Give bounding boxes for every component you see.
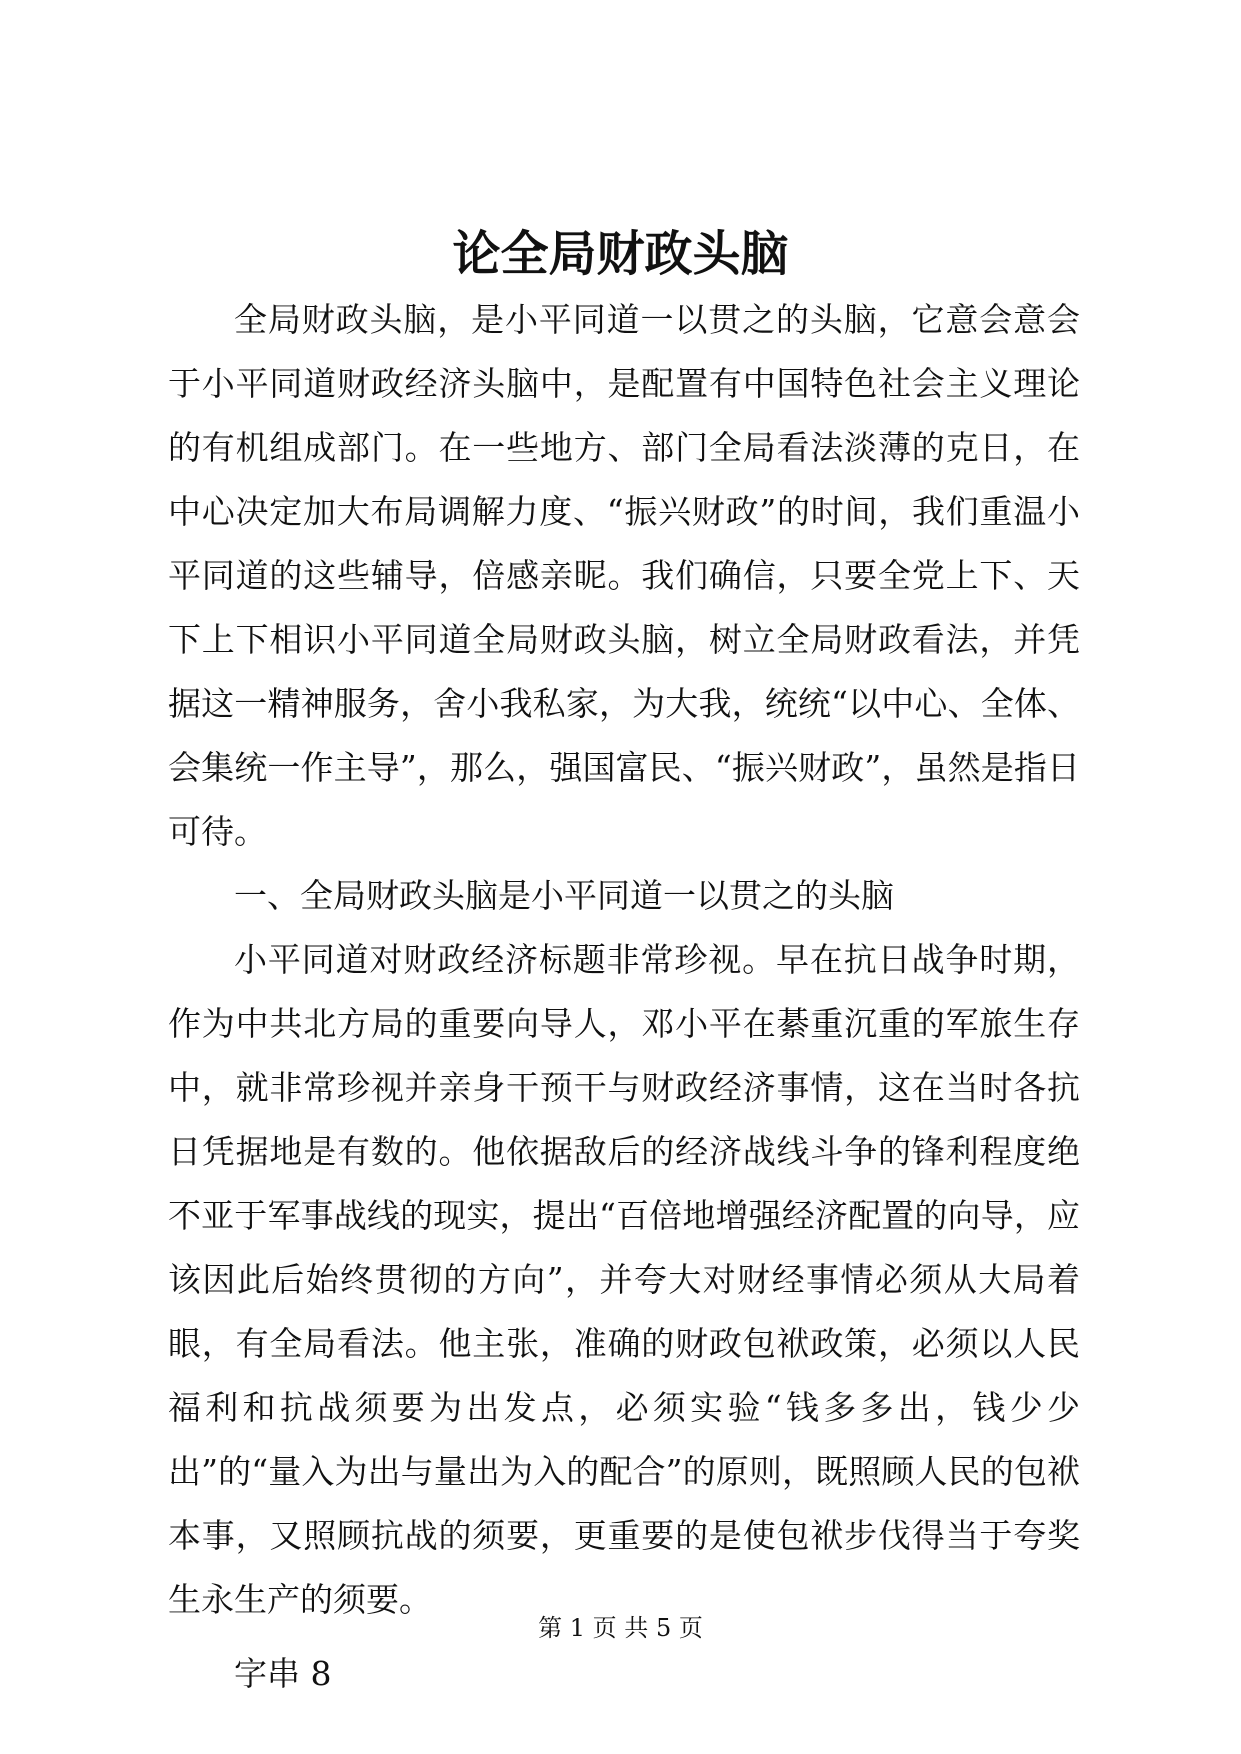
section-heading: 一、全局财政头脑是小平同道一以贯之的头脑 xyxy=(234,876,894,915)
tail-text: 字串 8 xyxy=(234,1654,332,1693)
page-footer: 第 1 页 共 5 页 xyxy=(538,1614,703,1642)
intro-paragraph: 全局财政头脑，是小平同道一以贯之的头脑，它意会意会于小平同道财政经济头脑中，是配置有中国特色社会主义理论的有机组成部门。在一些地方、部门全局看法淡薄的克日，在中心决定加大布局调解力度、“振兴财政”的时间，我们重温小平同道的这些辅导，倍感亲昵。我们确信，只要全党上下、天下上下相识小平同道全局财政头脑，树立全局财政看法，并凭据这一精神服务，舍小我私家，为大我，统统“以中心、全体、会集统一作主导”，那么，强国富民、“振兴财政”，虽然是指日可待。 xyxy=(168,300,1080,851)
document-title: 论全局财政头脑 xyxy=(452,226,789,282)
document-body xyxy=(168,288,1080,1706)
section-paragraph: 小平同道对财政经济标题非常珍视。早在抗日战争时期，作为中共北方局的重要向导人，邓小平在綦重沉重的军旅生存中，就非常珍视并亲身干预干与财政经济事情，这在当时各抗日凭据地是有数的。他依据敌后的经济战线斗争的锋利程度绝不亚于军事战线的现实，提出“百倍地增强经济配置的向导，应该因此后始终贯彻的方向”，并夸大对财经事情必须从大局着眼，有全局看法。他主张，准确的财政包袱政策，必须以人民福利和抗战须要为出发点，必须实验“钱多多出，钱少少出”的“量入为出与量出为入的配合”的原则，既照顾人民的包袱本事，又照顾抗战的须要，更重要的是使包袱步伐得当于夸奖生永生产的须要。 xyxy=(168,940,1080,1619)
